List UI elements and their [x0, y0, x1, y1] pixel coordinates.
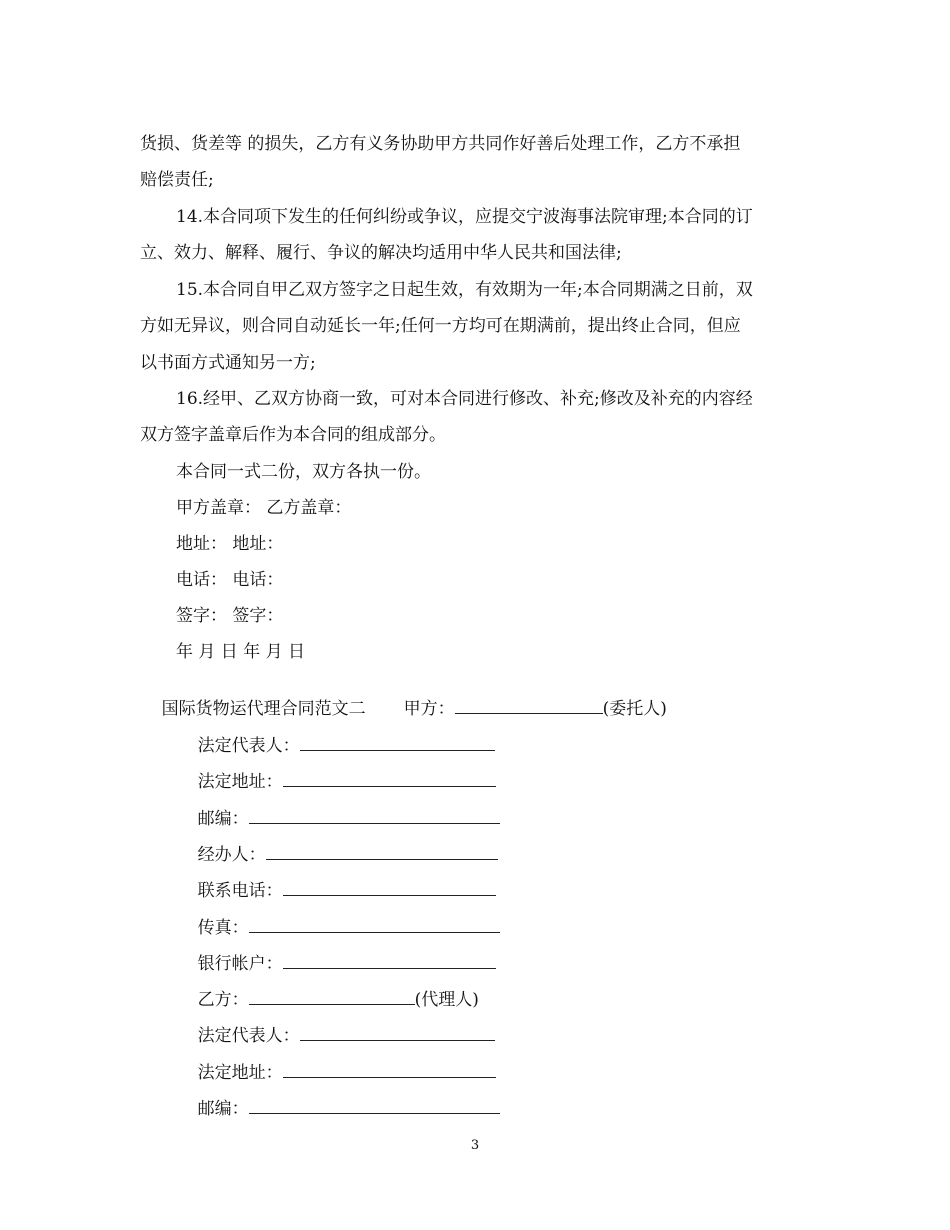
paragraph-line: 双方签字盖章后作为本合同的组成部分。 — [140, 425, 446, 445]
paragraph-line: 货损、货差等 的损失，乙方有义务协助甲方共同作好善后处理工作，乙方不承担 — [140, 134, 741, 154]
field-label: 银行帐户： — [197, 954, 283, 974]
paragraph-line: 本合同一式二份，双方各执一份。 — [176, 462, 431, 482]
paragraph-line: 以书面方式通知另一方; — [140, 353, 316, 373]
field-blank — [266, 845, 498, 860]
field-label: 邮编： — [197, 1099, 249, 1119]
paragraph-line: 14.本合同项下发生的任何纠纷或争议，应提交宁波海事法院审理;本合同的订 — [176, 207, 753, 227]
field-label: 法定代表人： — [197, 736, 300, 756]
signature-line: 签字： 签字： — [176, 606, 284, 626]
party-a-blank — [455, 699, 603, 714]
field-blank — [283, 1063, 496, 1078]
field-blank — [300, 736, 495, 751]
form-field-row — [176, 1079, 500, 1139]
signature-line: 电话： 电话： — [176, 570, 284, 590]
field-label: 传真： — [197, 918, 249, 938]
field-label: 法定地址： — [197, 1063, 283, 1083]
field-label: 邮编： — [197, 809, 249, 829]
field-blank — [249, 1099, 500, 1114]
party-a-label: 甲方： — [403, 699, 455, 719]
paragraph-line: 15.本合同自甲乙双方签字之日起生效，有效期为一年;本合同期满之日前，双 — [176, 280, 753, 300]
field-label: 联系电话： — [197, 881, 283, 901]
party-b-blank — [249, 990, 415, 1005]
paragraph-line: 立、效力、解释、履行、争议的解决均适用中华人民共和国法律; — [140, 243, 622, 263]
paragraph-line: 16.经甲、乙双方协商一致，可对本合同进行修改、补充;修改及补充的内容经 — [176, 389, 753, 409]
paragraph-line: 方如无异议，则合同自动延长一年;任何一方均可在期满前，提出终止合同，但应 — [140, 316, 741, 336]
party-a-suffix: (委托人) — [602, 699, 667, 719]
field-label: 经办人： — [197, 845, 266, 865]
field-label: 法定代表人： — [197, 1026, 300, 1046]
field-blank — [249, 809, 500, 824]
party-b-suffix: (代理人) — [414, 990, 479, 1010]
date-line: 年 月 日 年 月 日 — [176, 642, 306, 662]
paragraph-line: 赔偿责任; — [140, 170, 214, 190]
field-label: 法定地址： — [197, 772, 283, 792]
field-blank — [300, 1026, 495, 1041]
field-blank — [283, 772, 496, 787]
field-blank — [283, 954, 496, 969]
field-blank — [249, 918, 500, 933]
section-title: 国际货物运代理合同范文二 — [161, 699, 366, 719]
party-b-label: 乙方： — [197, 990, 249, 1010]
signature-line: 地址： 地址： — [176, 534, 284, 554]
field-blank — [283, 881, 496, 896]
signature-line: 甲方盖章： 乙方盖章： — [176, 498, 352, 518]
page-number: 3 — [470, 1138, 480, 1153]
